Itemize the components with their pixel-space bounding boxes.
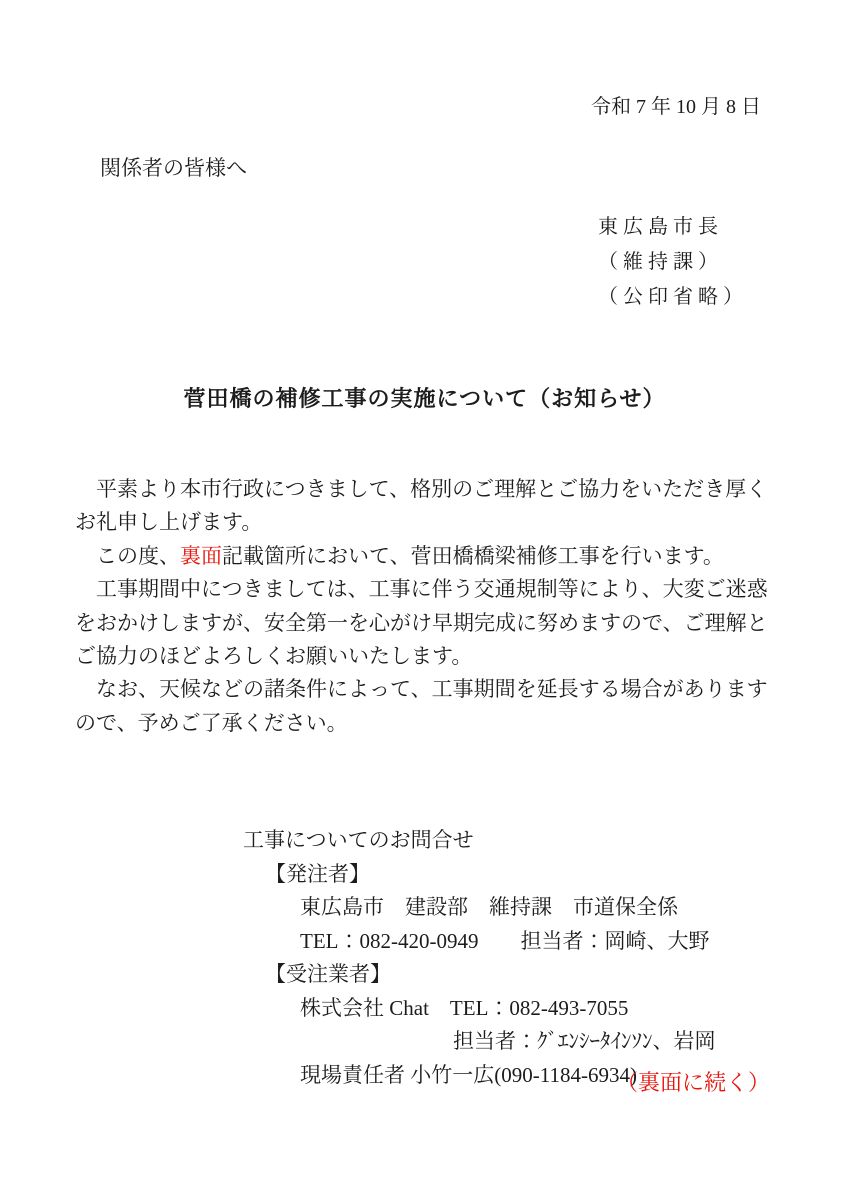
- body-text: [75, 473, 779, 740]
- paragraph-greeting: 平素より本市行政につきまして、格別のご理解とご協力をいただき厚くお礼申し上げます。: [75, 477, 768, 535]
- document-title: 菅田橋の補修工事の実施について（お知らせ）: [183, 386, 666, 411]
- sender-block: [598, 210, 743, 315]
- sender-name: 東 広 島 市 長: [598, 216, 718, 238]
- orderer-label: 【発注者】: [265, 861, 370, 886]
- sender-department: （ 維 持 課 ）: [598, 251, 718, 273]
- addressee-line: 関係者の皆様へ: [100, 156, 247, 180]
- paragraph-schedule-note: なお、天候などの諸条件によって、工事期間を延長する場合がありますので、予めご了承ください。: [75, 677, 768, 735]
- back-side-highlight: 裏面: [180, 543, 222, 568]
- contractor-label: 【受注業者】: [265, 962, 391, 986]
- continued-on-back-note: （裏面に続く）: [615, 1070, 770, 1095]
- sender-seal-omitted-note: （ 公 印 省 略 ）: [598, 286, 743, 308]
- paragraph-announcement-suffix: 記載箇所において、菅田橋橋梁補修工事を行います。: [222, 543, 724, 568]
- date-line: 令和 7 年 10 月 8 日: [591, 96, 761, 118]
- contact-heading: 工事についてのお問合せ: [243, 828, 474, 852]
- site-manager: 現場責任者 小竹一広(090-1184-6934): [300, 1062, 637, 1087]
- orderer-organization: 東広島市 建設部 維持課 市道保全係: [300, 895, 678, 919]
- contractor-staff: 担当者：ｸﾞｴﾝｼｰﾀｲﾝｿﾝ、岩岡: [453, 1029, 716, 1053]
- orderer-phone-and-staff: TEL：082-420-0949 担当者：岡崎、大野: [300, 928, 710, 953]
- paragraph-announcement-prefix: この度、: [75, 543, 180, 568]
- paragraph-announcement: [75, 540, 779, 573]
- paragraph-apology: 工事期間中につきましては、工事に伴う交通規制等により、大変ご迷惑をおかけしますが、安全第一を心がけ早期完成に努めますので、ご理解とご協力のほどよろしくお願いいたします。: [75, 577, 768, 669]
- contractor-company-and-phone: 株式会社 Chat TEL：082-493-7055: [300, 995, 629, 1020]
- contact-block: [243, 824, 716, 1092]
